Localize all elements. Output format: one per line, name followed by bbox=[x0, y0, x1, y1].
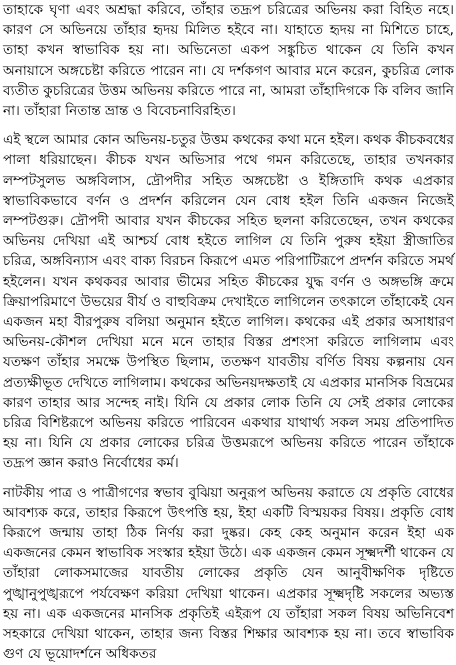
paragraph-3: নাটকীয় পাত্র ও পাত্রীগণের স্বভাব বুঝিয়া অনুরূপ অভিনয় করাতে যে প্রকৃতি বোধের আবশ্যক করে, তাহার কিরূপে উৎপত্তি হয়, ইহা একটি বিস্ময়কর বিষয়। প্রকৃতি বোধ কিরূপে জন্মায় তাহা ঠিক নির্ণয় করা দুষ্কর। কেহ কেহ অনুমান করেন ইহা এক একজনের কেমন স্বাভাবিক সংস্কার হইয়া উঠে। এক একজন কেমন সূক্ষ্মদর্শী থাকেন যে তাঁহারা লোকসমাজের যাবতীয় লোকের প্রকৃতি যেন আনুবীক্ষণিক দৃষ্টিতে পুঙ্খানুপুঙ্খরূপে পর্যবেক্ষণ করিয়া দেখিয়া থাকেন। এপ্রকার সূক্ষ্মদৃষ্টি সকলের অভ্যস্ত হয় না। এক একজনের মানসিক প্রকৃতিই এইরূপ যে তাঁহারা সকল বিষয় অভিনিবেশ সহকারে দেখিয়া থাকেন, তাহার জন্য বিস্তর শিক্ষার আবশ্যক হয় না। তবে স্বাভাবিক গুণ যে ভূয়োদর্শনে অধিকতর bbox=[3, 484, 454, 663]
paragraph-1: তাহাকে ঘৃণা এবং অশ্রদ্ধা করিবে, তাঁহার তদ্রূপ চরিত্রের অভিনয় করা বিহিত নহে। কারণ সে অভিনয়ে তাঁহার হৃদয় মিলিত হইবে না। যাহাতে হৃদয় না মিশিতে চাহে, তাহা কখন স্বাভাবিক হয় না। অভিনেতা একপ সঙ্কুচিত থাকেন যে তিনি কখন অনায়াসে অঙ্গচেষ্টা করিতে পারেন না। যে দর্শকগণ আবার মনে করেন, কুচরিত্র লোক ব্যতীত কুচরিত্রের উত্তম অভিনয় করিতে পারে না, আমরা তাঁহাদিগকে কি বলিব জানি না। তাঁহারা নিতান্ত ভ্রান্ত ও বিবেচনাবিরহিত। bbox=[3, 2, 454, 120]
paragraph-2: এই স্থলে আমার কোন অভিনয়-চতুর উত্তম কথকের কথা মনে হইল। কথক কীচকবধের পালা ধরিয়াছেন। কীচক যখন অভিসার পথে গমন করিতেছে, তাহার তখনকার লম্পটসুলভ অঙ্গবিলাস, দ্রৌপদীর সহিত অঙ্গচেষ্টা ও ইঙ্গিতাদি কথক এপ্রকার স্বাভাবিকভাবে বর্ণন ও প্রদর্শন করিলেন যেন বোধ হইল তিনি একজন নিজেই লম্পটগুরু। দ্রৌপদী আবার যখন কীচকের সহিত ছলনা করিতেছেন, তখন কথকের অভিনয় দেখিয়া এই আশ্চর্য বোধ হইতে লাগিল যে তিনি পুরুষ হইয়া স্ত্রীজাতির চরিত্র, অঙ্গবিন্যাস এবং বাক্য বিরচন কিরূপে এমত পরিপাটিরূপে প্রদর্শন করিতে সমর্থ হইলেন। যখন কথকবর আবার ভীমের সহিত কীচকের যুদ্ধ বর্ণন ও অঙ্গভঙ্গি ক্রমে ক্রিয়াপরিমাণে উভয়ের বীর্য ও বাহুবিক্রম দেখাইতে লাগিলেন তৎকালে তাঁহাকেই যেন একজন মহা বীরপুরুষ বলিয়া অনুমান হইতে লাগিল। কথকের এই প্রকার অসাধারণ অভিনয়-কৌশল দেখিয়া মনে মনে তাহার বিস্তর প্রশংসা করিতে লাগিলাম এবং যতক্ষণ তাঁহার সমক্ষে উপস্থিত ছিলাম, ততক্ষণ যাবতীয় বর্ণিত বিষয় কল্পনায় যেন প্রত্যক্ষীভূত দেখিতে লাগিলাম। কথকের অভিনয়দক্ষতাই যে এপ্রকার মানসিক বিভ্রমের কারণ তাহার আর সন্দেহ নাই। যিনি যে প্রকার লোক তিনি যে সেই প্রকার লোকের চরিত্র বিশিষ্টরূপে অভিনয় করিতে পারিবেন একথার যাথার্থ্য সকল সময় প্রতিপাদিত হয় না। যিনি যে প্রকার লোকের চরিত্র উত্তমরূপে অভিনয় করিতে পারেন তাঁহাকে তদ্রূপ জ্ঞান করাও নির্বোধের কর্ম। bbox=[3, 132, 454, 472]
